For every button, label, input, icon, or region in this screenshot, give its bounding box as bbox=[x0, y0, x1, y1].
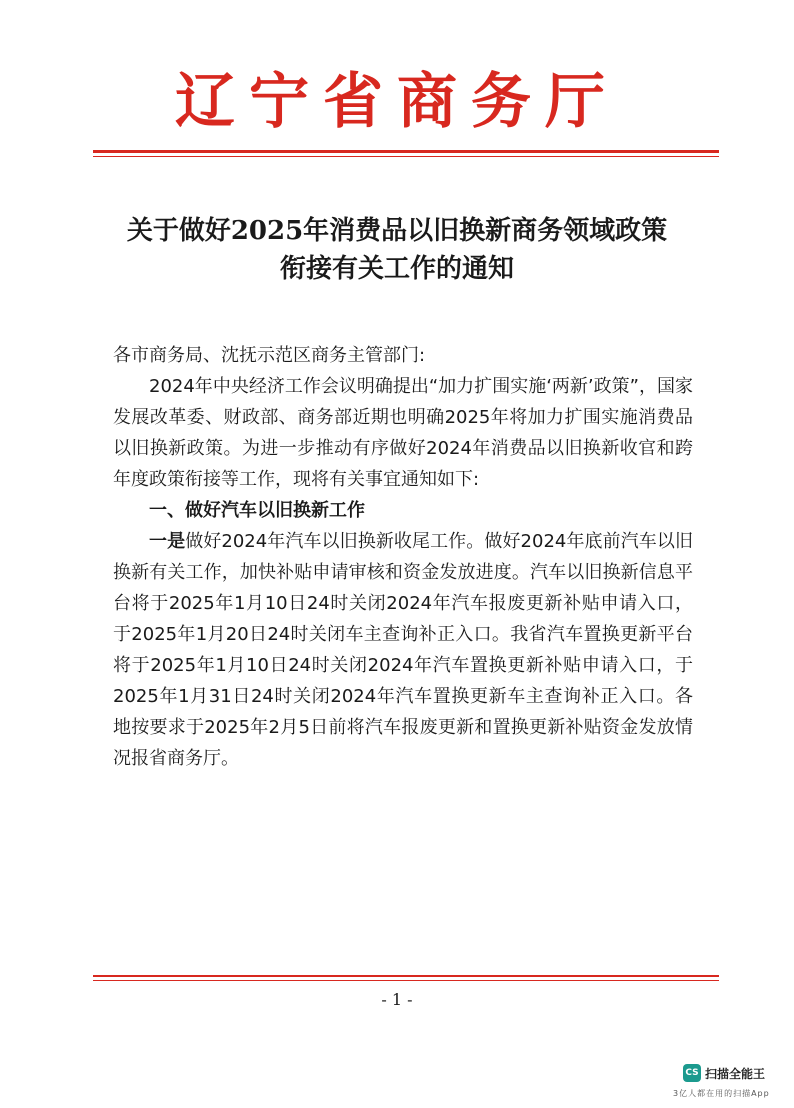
footer-red-rule bbox=[93, 975, 719, 981]
header-red-rule bbox=[93, 150, 719, 157]
scanner-watermark bbox=[683, 1064, 765, 1082]
camscanner-logo-icon: CS bbox=[683, 1064, 701, 1082]
document-title bbox=[90, 212, 704, 288]
recipients-line: 各市商务局、沈抚示范区商务主管部门: bbox=[113, 345, 426, 366]
intro-paragraph: 2024年中央经济工作会议明确提出“加力扩围实施‘两新’政策”，国家发展改革委、财政部、商务部近期也明确2025年将加力扩围实施消费品以旧换新政策。为进一步推动有序做好2024年消费品以旧换新收官和跨年度政策衔接等工作，现将有关事宜通知如下: bbox=[113, 376, 693, 490]
scanner-tagline: 3亿人都在用的扫描App bbox=[673, 1089, 770, 1098]
agency-masthead: 辽宁省商务厅 bbox=[175, 67, 619, 137]
item-text: 做好2024年汽车以旧换新收尾工作。做好2024年底前汽车以旧换新有关工作，加快补贴申请审核和资金发放进度。汽车以旧换新信息平台将于2025年1月10日24时关闭2024年汽车报废更新补贴申请入口，于2025年1月20日24时关闭车主查询补正入口。我省汽车置换更新平台将于2025年1月10日24时关闭2024年汽车置换更新补贴申请入口，于2025年1月31日24时关闭2024年汽车置换更新车主查询补正入口。各地按要求于2025年2月5日前将汽车报废更新和置换更新补贴资金发放情况报省商务厅。 bbox=[113, 531, 693, 769]
section-heading-1: 一、做好汽车以旧换新工作 bbox=[149, 500, 365, 521]
title-line-1: 关于做好2025年消费品以旧换新商务领域政策 bbox=[126, 216, 668, 246]
scanner-app-name: 扫描全能王 bbox=[705, 1066, 766, 1081]
document-body bbox=[113, 340, 693, 774]
item-paragraph-1 bbox=[113, 526, 693, 774]
title-line-2: 衔接有关工作的通知 bbox=[279, 254, 514, 284]
page-number: - 1 - bbox=[381, 990, 413, 1009]
item-lead: 一是 bbox=[149, 531, 186, 552]
